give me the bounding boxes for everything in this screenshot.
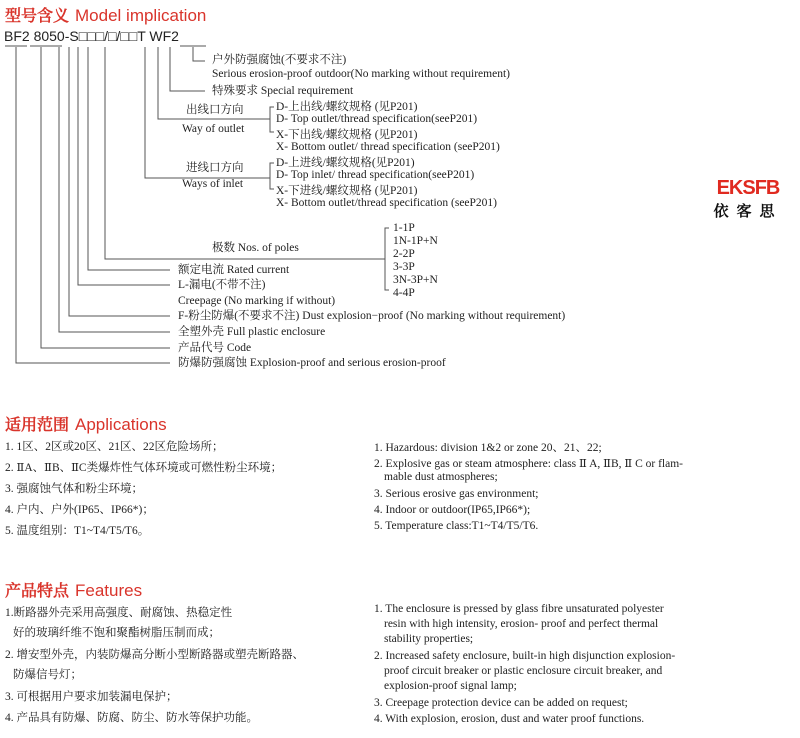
features-heading (5, 578, 142, 601)
list-item: 4. 户内、户外(IP65、IP66*)； (5, 504, 154, 516)
explosion-proof: 防爆防强腐蚀 Explosion-proof and serious erosion-proof (178, 357, 446, 369)
leakage-en: Creepage (No marking if without) (178, 295, 336, 307)
list-item: 2. Explosive gas or steam atmosphere: class Ⅱ A, ⅡB, Ⅱ C or flam- (374, 458, 683, 470)
inlet-opt: D- Top inlet/ thread specification(seeP201) (276, 169, 475, 181)
leakage-cn: L-漏电(不带不注) (178, 279, 266, 291)
brand-logo (703, 177, 793, 221)
list-item: 1. 1区、2区或20区、21区、22区危险场所； (5, 441, 224, 453)
list-item: 5. Temperature class:T1~T4/T5/T6. (374, 520, 539, 532)
applications-heading (5, 412, 167, 435)
list-item: 2. Increased safety enclosure, built-in high disjunction explosion- (374, 650, 676, 662)
pole-opt: 4-4P (393, 287, 415, 299)
list-item: 5. 温度组别：T1~T4/T5/T6。 (5, 525, 150, 537)
outlet-en: Way of outlet (182, 123, 245, 135)
list-item: 1. The enclosure is pressed by glass fibre unsaturated polyester (374, 603, 664, 615)
list-item: 2. 增安型外壳，内装防爆高分断小型断路器或塑壳断路器、 (5, 649, 304, 661)
list-item: mable dust atmospheres; (384, 471, 498, 483)
list-item: stability properties; (384, 633, 474, 645)
list-item: 3. 强腐蚀气体和粉尘环境； (5, 483, 143, 495)
list-item: proof circuit breaker or plastic enclosure circuit breaker, and (384, 665, 663, 677)
pole-opt: 1N-1P+N (393, 235, 438, 247)
logo-wordmark: EKSFB (716, 177, 780, 199)
inlet-opt: X-下进线/螺纹规格 (见P201) (276, 185, 418, 197)
heading-en: Applications (75, 415, 167, 434)
pole-opt: 1-1P (393, 222, 415, 234)
list-item: 1.断路器外壳采用高强度、耐腐蚀、热稳定性 (5, 607, 233, 619)
list-item: 3. Creepage protection device can be added on request; (374, 697, 628, 709)
logo-cn: 依客思 (713, 202, 783, 220)
heading-cn: 型号含义 (5, 8, 70, 25)
list-item: 3. 可根据用户要求加装漏电保护； (5, 691, 178, 703)
inlet-opt: D-上进线/螺纹规格(见P201) (276, 157, 415, 169)
heading-en: Features (75, 581, 143, 600)
inlet-cn: 进线口方向 (186, 162, 244, 174)
poles-label: 极数 Nos. of poles (212, 242, 299, 254)
inlet-en: Ways of inlet (182, 178, 244, 190)
plastic-enclosure: 全塑外壳 Full plastic enclosure (178, 326, 326, 338)
inlet-opt: X- Bottom outlet/thread specification (seeP201) (276, 197, 497, 209)
product-code: 产品代号 Code (178, 342, 252, 354)
list-item: 防爆信号灯； (13, 669, 82, 681)
special-requirement: 特殊要求 Special requirement (212, 85, 354, 97)
heading-en: Model implication (75, 6, 207, 25)
pole-opt: 3-3P (393, 261, 415, 273)
pole-opt: 2-2P (393, 248, 415, 260)
list-item: 3. Serious erosive gas environment; (374, 488, 539, 500)
list-item: explosion-proof signal lamp; (384, 680, 517, 692)
outlet-opt: X-下出线/螺纹规格 (见P201) (276, 129, 418, 141)
list-item: 1. Hazardous: division 1&2 or zone 20、21、22; (374, 442, 602, 454)
model-code: BF2 8050-S□□□/□/□□T WF2 (4, 28, 179, 44)
list-item: 2. ⅡA、ⅡB、ⅡC类爆炸性气体环境或可燃性粉尘环境； (5, 462, 283, 474)
outlet-opt: D- Top outlet/thread specification(seeP201) (276, 113, 478, 125)
heading-cn: 产品特点 (5, 583, 70, 600)
wf2-cn: 户外防强腐蚀(不要求不注) (212, 54, 347, 66)
list-item: 4. Indoor or outdoor(IP65,IP66*); (374, 504, 531, 516)
pole-opt: 3N-3P+N (393, 274, 438, 286)
dust-proof: F-粉尘防爆(不要求不注) Dust explosion−proof (No marking without requirement) (178, 310, 566, 322)
outlet-opt: X- Bottom outlet/ thread specification (seeP201) (276, 141, 500, 153)
list-item: resin with high intensity, erosion- proof and perfect thermal (384, 618, 659, 630)
rated-current: 额定电流 Rated current (178, 264, 290, 276)
outlet-cn: 出线口方向 (186, 104, 244, 116)
outlet-opt: D-上出线/螺纹规格 (见P201) (276, 101, 418, 113)
list-item: 好的玻璃纤维不饱和聚酯树脂压制而成； (13, 627, 220, 639)
list-item: 4. With explosion, erosion, dust and water proof functions. (374, 713, 645, 725)
wf2-en: Serious erosion-proof outdoor(No marking without requirement) (212, 68, 510, 80)
list-item: 4. 产品具有防爆、防腐、防尘、防水等保护功能。 (5, 712, 258, 724)
heading-cn: 适用范围 (5, 417, 70, 434)
